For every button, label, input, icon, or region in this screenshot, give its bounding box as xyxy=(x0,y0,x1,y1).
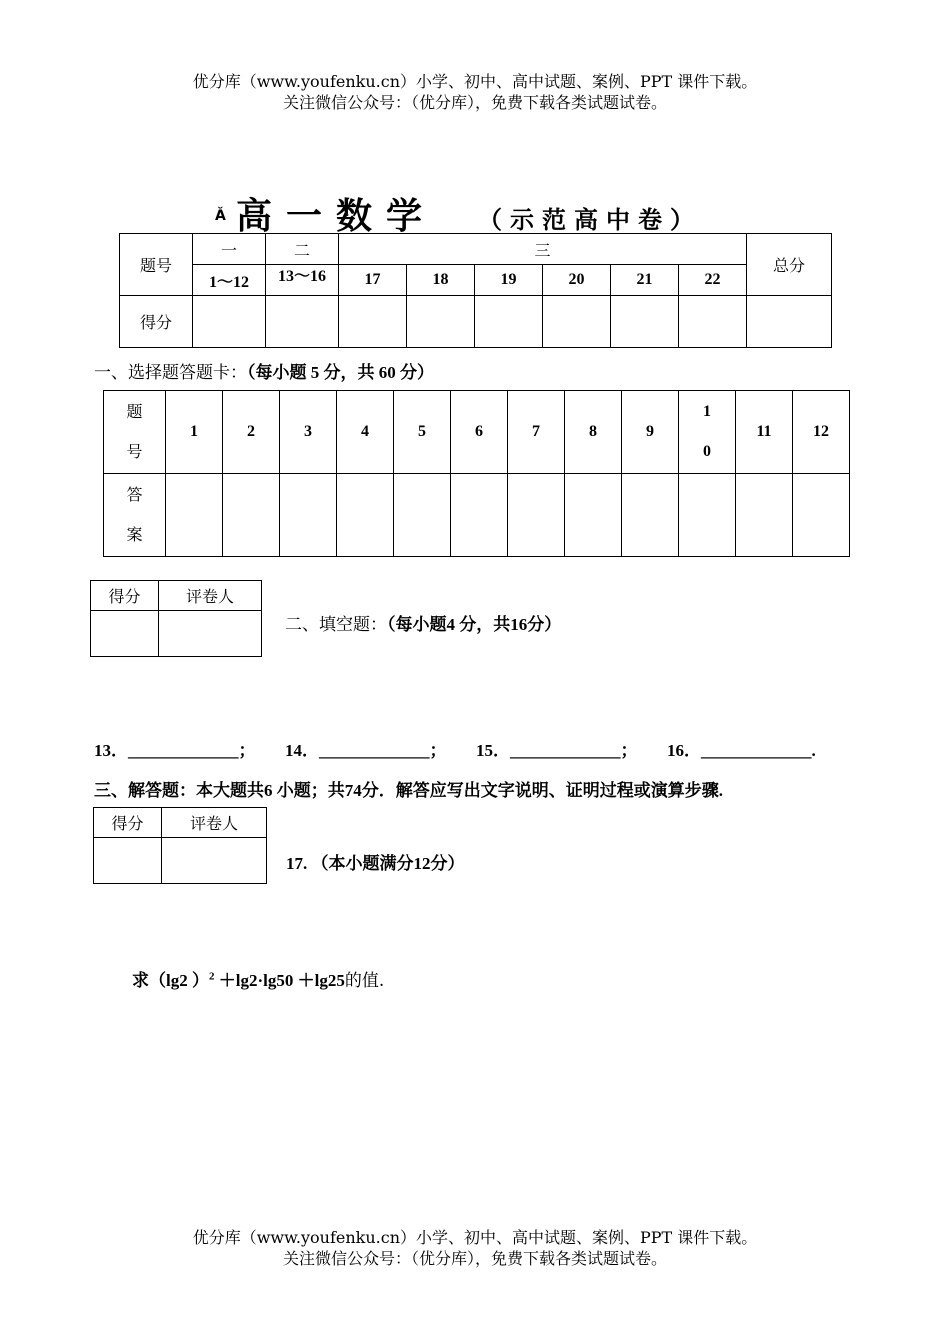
page-subtitle: （示范高中卷） xyxy=(478,206,702,234)
section-1-heading xyxy=(94,358,434,383)
col-20: 20 xyxy=(543,265,611,296)
choice-number: 5 xyxy=(394,391,451,474)
q17-expr-c: 的值. xyxy=(344,971,385,991)
grader-score-cell[interactable] xyxy=(91,611,159,657)
sub-header-13-16 xyxy=(266,265,339,296)
group-3-header: 三 xyxy=(339,234,747,265)
section-2-heading xyxy=(285,610,561,635)
section-2-grader-box xyxy=(90,580,262,657)
score-cell[interactable] xyxy=(407,296,475,348)
grader-name-label: 评卷人 xyxy=(162,808,267,838)
choice-number-10-b: 0 xyxy=(703,443,711,460)
choice-number: 1 xyxy=(166,391,223,474)
answer-cell[interactable] xyxy=(679,474,736,557)
total-score-cell[interactable] xyxy=(747,296,832,348)
section-1-title: 一、选择题答题卡： xyxy=(94,363,247,383)
answer-label-a: 答 xyxy=(126,485,143,504)
score-row-label: 得分 xyxy=(120,296,193,348)
blank-13[interactable]: 13．_____________； xyxy=(94,741,256,760)
answer-cell[interactable] xyxy=(736,474,793,557)
choice-number: 4 xyxy=(337,391,394,474)
grader-name-cell[interactable] xyxy=(162,838,267,884)
footer-line-1: 优分库（www.youfenku.cn）小学、初中、高中试题、案例、PPT 课件下载。 xyxy=(192,1228,758,1247)
col-18: 18 xyxy=(407,265,475,296)
score-cell[interactable] xyxy=(266,296,339,348)
score-cell[interactable] xyxy=(193,296,266,348)
answer-cell[interactable] xyxy=(793,474,850,557)
score-cell[interactable] xyxy=(475,296,543,348)
col-19: 19 xyxy=(475,265,543,296)
answer-label xyxy=(104,474,166,557)
choice-number: 12 xyxy=(793,391,850,474)
section-2-title: 二、填空题： xyxy=(285,615,387,635)
question-17-label: 17. （本小题满分12分） xyxy=(286,854,465,873)
section-1-note: （每小题 5 分，共 60 分） xyxy=(247,363,434,382)
grader-name-cell[interactable] xyxy=(159,611,262,657)
footer-line-2: 关注微信公众号：（优分库），免费下载各类试题试卷。 xyxy=(282,1249,667,1268)
answer-cell[interactable] xyxy=(337,474,394,557)
question-17-text xyxy=(132,966,384,991)
header-line-2: 关注微信公众号：（优分库），免费下载各类试题试卷。 xyxy=(282,93,667,112)
grader-score-label: 得分 xyxy=(94,808,162,838)
answer-label-b: 案 xyxy=(126,525,143,544)
answer-cell[interactable] xyxy=(166,474,223,557)
blank-16[interactable]: 16．_____________. xyxy=(667,741,816,760)
sub-header-13-16-text: 13～16 xyxy=(277,267,326,285)
total-label: 总分 xyxy=(747,234,832,296)
sub-header-1-12: 1～12 xyxy=(193,265,266,296)
answer-cell[interactable] xyxy=(565,474,622,557)
score-cell[interactable] xyxy=(679,296,747,348)
grader-name-label: 评卷人 xyxy=(159,581,262,611)
col-22: 22 xyxy=(679,265,747,296)
header-line-1: 优分库（www.youfenku.cn）小学、初中、高中试题、案例、PPT 课件下载。 xyxy=(192,72,758,91)
answer-cell[interactable] xyxy=(451,474,508,557)
col-17: 17 xyxy=(339,265,407,296)
choice-number: 6 xyxy=(451,391,508,474)
grader-score-cell[interactable] xyxy=(94,838,162,884)
answer-cell[interactable] xyxy=(394,474,451,557)
score-cell[interactable] xyxy=(543,296,611,348)
answer-cell[interactable] xyxy=(508,474,565,557)
question-number-label: 题号 xyxy=(120,234,193,296)
choice-number-10-a: 1 xyxy=(703,403,711,420)
q17-expr-a: 求（lg2 ） xyxy=(132,971,209,990)
choice-answer-table xyxy=(103,390,850,557)
choice-number-10 xyxy=(679,391,736,474)
choice-number: 2 xyxy=(223,391,280,474)
score-cell[interactable] xyxy=(339,296,407,348)
grader-score-label: 得分 xyxy=(91,581,159,611)
choice-number: 8 xyxy=(565,391,622,474)
answer-cell[interactable] xyxy=(622,474,679,557)
choice-number: 11 xyxy=(736,391,793,474)
choice-number: 7 xyxy=(508,391,565,474)
score-summary-table xyxy=(119,233,832,348)
answer-cell[interactable] xyxy=(280,474,337,557)
choice-number-label-a: 题 xyxy=(126,402,143,421)
score-cell[interactable] xyxy=(611,296,679,348)
title-mark: Ǎ xyxy=(215,208,226,224)
answer-cell[interactable] xyxy=(223,474,280,557)
choice-number: 3 xyxy=(280,391,337,474)
q17-superscript: 2 xyxy=(208,970,215,983)
choice-number-label-b: 号 xyxy=(126,442,143,461)
page-title: 高一数学 xyxy=(236,196,437,237)
group-1-header: 一 xyxy=(193,234,266,265)
col-21: 21 xyxy=(611,265,679,296)
q17-expr-b: ＋lg2·lg50 ＋lg25 xyxy=(214,971,345,990)
section-3-grader-box xyxy=(93,807,267,884)
choice-number-label xyxy=(104,391,166,474)
group-2-header: 二 xyxy=(266,234,339,265)
section-3-heading: 三、解答题：本大题共6 小题；共74分．解答应写出文字说明、证明过程或演算步骤. xyxy=(94,781,723,800)
choice-number: 9 xyxy=(622,391,679,474)
blank-14[interactable]: 14．_____________； xyxy=(285,741,447,760)
blank-15[interactable]: 15．_____________； xyxy=(476,741,638,760)
section-2-note: （每小题4 分，共16分） xyxy=(387,615,562,634)
